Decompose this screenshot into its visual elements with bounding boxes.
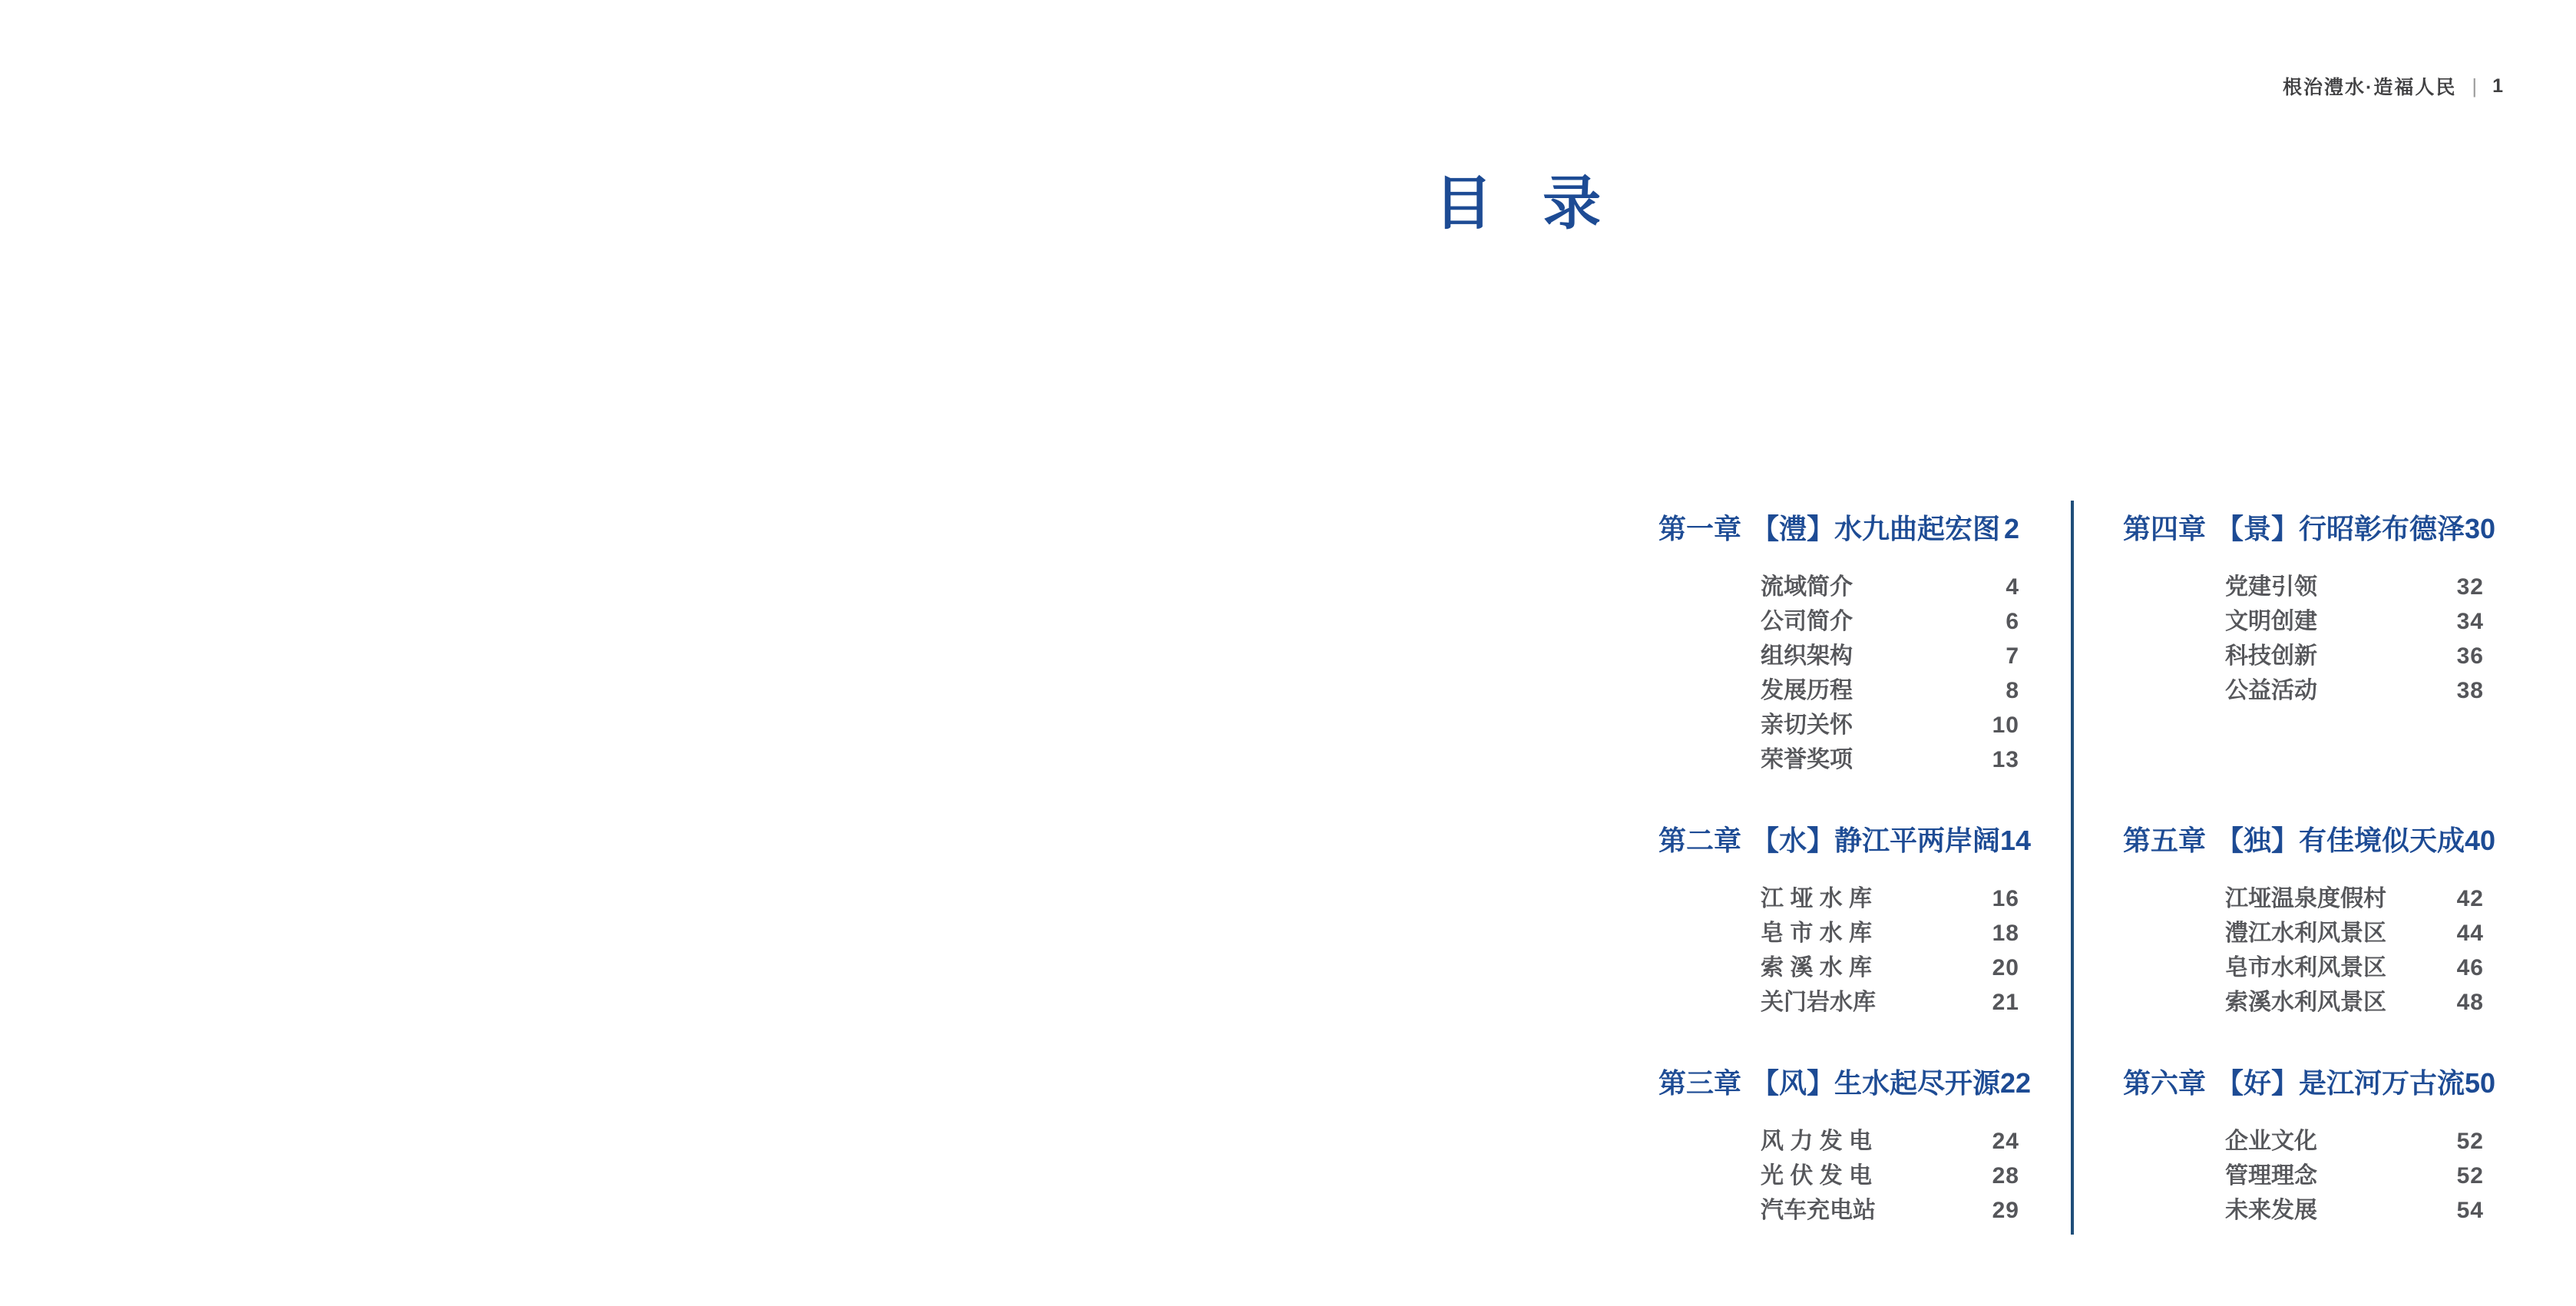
toc-item-list (2123, 570, 2484, 708)
toc-item-row[interactable] (1761, 951, 2019, 985)
item-label: 皂 市 水 库 (1761, 921, 1873, 946)
chapter-title: 【水】静江平两岸阔 (1751, 825, 2001, 856)
item-label: 江垭温泉度假村 (2225, 886, 2386, 911)
toc-section (1658, 1067, 2032, 1228)
item-page-number: 10 (1992, 713, 2019, 738)
item-page-number: 52 (2456, 1129, 2484, 1154)
toc-item-row[interactable] (2225, 1159, 2484, 1193)
item-page-number: 18 (1992, 921, 2019, 946)
chapter-prefix: 第二章 (1658, 825, 1742, 856)
item-page-number: 7 (2006, 643, 2019, 669)
item-page-number: 34 (2456, 609, 2484, 634)
toc-section (2123, 1067, 2496, 1228)
chapter-label (2123, 514, 2465, 544)
item-page-number: 32 (2456, 574, 2484, 600)
chapter-prefix: 第三章 (1658, 1067, 1742, 1099)
header-separator: | (2472, 74, 2478, 98)
chapter-label (1658, 514, 2000, 544)
chapter-label (2123, 826, 2465, 855)
page-title: 目 录 (1434, 171, 1603, 236)
column-divider (2071, 501, 2074, 1235)
item-label: 索溪水利风景区 (2225, 990, 2386, 1015)
toc-item-row[interactable] (2225, 916, 2484, 951)
chapter-prefix: 第四章 (2123, 513, 2207, 544)
toc-item-row[interactable] (2225, 570, 2484, 604)
chapter-prefix: 第五章 (2123, 825, 2207, 856)
chapter-prefix: 第六章 (2123, 1067, 2207, 1099)
item-page-number: 42 (2456, 886, 2484, 911)
item-label: 皂市水利风景区 (2225, 955, 2386, 980)
chapter-page-number: 14 (2000, 825, 2032, 856)
toc-item-row[interactable] (1761, 985, 2019, 1020)
chapter-page-number: 2 (2003, 513, 2019, 544)
chapter-title: 【景】行昭彰布德泽 (2216, 513, 2465, 544)
item-label: 关门岩水库 (1761, 990, 1876, 1015)
chapter-prefix: 第一章 (1658, 513, 1742, 544)
toc-chapter-row[interactable] (1658, 1067, 2032, 1099)
item-page-number: 52 (2456, 1163, 2484, 1189)
toc-item-row[interactable] (2225, 881, 2484, 916)
chapter-title: 【独】有佳境似天成 (2216, 825, 2465, 856)
toc-item-row[interactable] (1761, 881, 2019, 916)
toc-chapter-row[interactable] (1658, 825, 2032, 856)
toc-item-row[interactable] (1761, 604, 2019, 639)
item-label: 公益活动 (2225, 678, 2317, 703)
item-page-number: 54 (2456, 1198, 2484, 1223)
toc-item-row[interactable] (2225, 951, 2484, 985)
item-page-number: 29 (1992, 1198, 2019, 1223)
toc-item-row[interactable] (2225, 639, 2484, 673)
item-label: 亲切关怀 (1761, 713, 1853, 738)
toc-item-row[interactable] (1761, 570, 2019, 604)
toc-section (2123, 825, 2496, 1020)
item-page-number: 4 (2006, 574, 2019, 600)
toc-section (1658, 825, 2032, 1020)
item-label: 未来发展 (2225, 1198, 2317, 1223)
toc-chapter-row[interactable] (1658, 514, 2019, 544)
toc-item-row[interactable] (2225, 985, 2484, 1020)
running-header-brand: 根治澧水·造福人民 (2283, 77, 2457, 98)
item-label: 组织架构 (1761, 643, 1853, 669)
item-page-number: 44 (2456, 921, 2484, 946)
toc-item-list (2123, 881, 2484, 1020)
chapter-label (1658, 1069, 2000, 1098)
item-label: 光 伏 发 电 (1761, 1163, 1873, 1189)
item-page-number: 36 (2456, 643, 2484, 669)
item-label: 江 垭 水 库 (1761, 886, 1873, 911)
item-page-number: 38 (2456, 678, 2484, 703)
toc-column-left (1658, 513, 2032, 1251)
item-label: 荣誉奖项 (1761, 747, 1853, 772)
chapter-label (1658, 826, 2000, 855)
toc-section (1658, 514, 2019, 777)
toc-section (2123, 513, 2496, 708)
item-label: 公司简介 (1761, 609, 1853, 634)
item-page-number: 24 (1992, 1129, 2019, 1154)
toc-item-row[interactable] (1761, 916, 2019, 951)
item-page-number: 21 (1992, 990, 2019, 1015)
toc-item-row[interactable] (1761, 673, 2019, 708)
toc-item-row[interactable] (1761, 708, 2019, 742)
toc-item-row[interactable] (1761, 742, 2019, 777)
toc-column-right (2123, 513, 2496, 1251)
running-header (2283, 72, 2503, 100)
toc-item-row[interactable] (1761, 1159, 2019, 1193)
chapter-page-number: 30 (2465, 513, 2496, 544)
item-label: 党建引领 (2225, 574, 2317, 600)
item-label: 汽车充电站 (1761, 1198, 1876, 1223)
toc-item-list (1658, 1124, 2019, 1228)
chapter-label (2123, 1069, 2465, 1098)
toc-item-list (1658, 570, 2019, 777)
item-page-number: 28 (1992, 1163, 2019, 1189)
toc-item-row[interactable] (2225, 673, 2484, 708)
toc-item-row[interactable] (2225, 604, 2484, 639)
toc-item-list (1658, 881, 2019, 1020)
item-label: 文明创建 (2225, 609, 2317, 634)
item-label: 流域简介 (1761, 574, 1853, 600)
toc-chapter-row[interactable] (2123, 513, 2496, 544)
chapter-page-number: 50 (2465, 1067, 2496, 1099)
chapter-title: 【风】生水起尽开源 (1751, 1067, 2001, 1099)
item-label: 企业文化 (2225, 1129, 2317, 1154)
header-page-number: 1 (2492, 74, 2503, 97)
item-page-number: 8 (2006, 678, 2019, 703)
toc-chapter-row[interactable] (2123, 825, 2496, 856)
item-page-number: 48 (2456, 990, 2484, 1015)
toc-item-row[interactable] (2225, 1124, 2484, 1159)
item-label: 索 溪 水 库 (1761, 955, 1873, 980)
item-label: 管理理念 (2225, 1163, 2317, 1189)
chapter-page-number: 22 (2000, 1067, 2032, 1099)
toc-item-row[interactable] (2225, 1193, 2484, 1228)
item-page-number: 6 (2006, 609, 2019, 634)
toc-item-row[interactable] (1761, 1124, 2019, 1159)
toc-item-list (2123, 1124, 2484, 1228)
chapter-title: 【澧】水九曲起宏图 (1751, 513, 2001, 544)
item-page-number: 46 (2456, 955, 2484, 980)
item-label: 风 力 发 电 (1761, 1129, 1873, 1154)
item-page-number: 13 (1992, 747, 2019, 772)
item-label: 科技创新 (2225, 643, 2317, 669)
toc-item-row[interactable] (1761, 1193, 2019, 1228)
item-label: 发展历程 (1761, 678, 1853, 703)
chapter-title: 【好】是江河万古流 (2216, 1067, 2465, 1099)
item-page-number: 16 (1992, 886, 2019, 911)
chapter-page-number: 40 (2465, 825, 2496, 856)
toc-item-row[interactable] (1761, 639, 2019, 673)
item-page-number: 20 (1992, 955, 2019, 980)
item-label: 澧江水利风景区 (2225, 921, 2386, 946)
toc-chapter-row[interactable] (2123, 1067, 2496, 1099)
